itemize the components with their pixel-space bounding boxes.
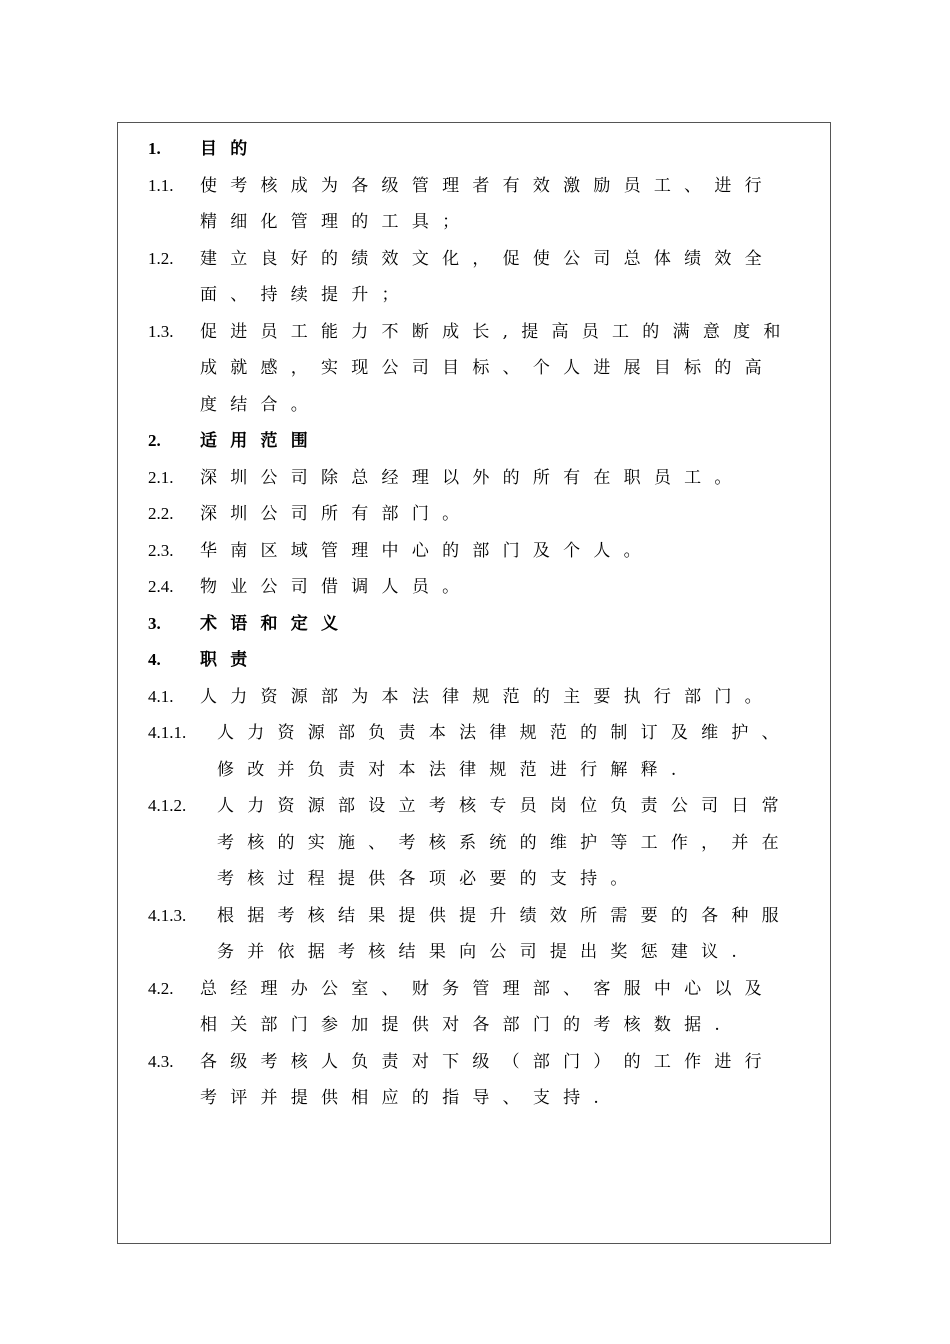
section-text: 使考核成为各级管理者有效激励员工、进行精细化管理的工具； xyxy=(200,175,775,232)
section-text: 建立良好的绩效文化，促使公司总体绩效全面、持续提升； xyxy=(200,248,775,305)
section-item xyxy=(148,314,798,424)
section-number: 4.1.1. xyxy=(148,723,187,742)
section-item xyxy=(148,1044,798,1117)
section-number: 2. xyxy=(148,431,161,450)
section-number: 2.4. xyxy=(148,577,174,596)
section-text: 人力资源部设立考核专员岗位负责公司日常考核的实施、考核系统的维护等工作，并在考核过程提供各项必要的支持。 xyxy=(217,796,792,889)
section-number: 4.1. xyxy=(148,686,174,706)
section-number: 2.3. xyxy=(148,540,174,560)
section-number: 2.1. xyxy=(148,467,174,487)
section-text: 人力资源部为本法律规范的主要执行部门。 xyxy=(200,686,775,707)
section-item xyxy=(148,679,798,716)
section-text: 总经理办公室、财务管理部、客服中心以及相关部门参加提供对各部门的考核数据. xyxy=(200,978,775,1035)
section-heading xyxy=(148,606,798,643)
section-title: 适用范围 xyxy=(200,431,322,451)
section-heading xyxy=(148,642,798,679)
section-heading xyxy=(148,131,798,168)
section-number: 4.1.2. xyxy=(148,796,187,815)
section-item xyxy=(148,788,798,898)
section-text: 华南区域管理中心的部门及个人。 xyxy=(200,540,654,561)
section-item xyxy=(148,569,798,606)
section-title: 目的 xyxy=(200,139,261,159)
section-title: 职责 xyxy=(200,650,261,670)
document-body xyxy=(148,131,798,1117)
section-text: 根据考核结果提供提升绩效所需要的各种服务并依据考核结果向公司提出奖惩建议. xyxy=(217,905,792,962)
section-item xyxy=(148,715,798,788)
section-item xyxy=(148,496,798,533)
section-item xyxy=(148,533,798,570)
section-item xyxy=(148,971,798,1044)
section-number: 1. xyxy=(148,139,161,158)
section-number: 4. xyxy=(148,650,161,669)
section-text: 深圳公司所有部门。 xyxy=(200,504,473,524)
section-item xyxy=(148,241,798,314)
section-number: 4.2. xyxy=(148,978,174,998)
section-number: 3. xyxy=(148,613,161,633)
section-text: 人力资源部负责本法律规范的制订及维护、修改并负责对本法律规范进行解释. xyxy=(217,723,792,780)
section-text: 深圳公司除总经理以外的所有在职员工。 xyxy=(200,467,745,488)
section-text: 促进员工能力不断成长,提高员工的满意度和成就感，实现公司目标、个人进展目标的高度结合。 xyxy=(200,321,794,415)
section-number: 4.1.3. xyxy=(148,905,187,925)
section-number: 1.1. xyxy=(148,175,174,195)
section-text: 物业公司借调人员。 xyxy=(200,577,473,597)
section-number: 4.3. xyxy=(148,1051,174,1071)
section-number: 2.2. xyxy=(148,504,174,523)
section-number: 1.3. xyxy=(148,321,174,341)
section-number: 1.2. xyxy=(148,248,174,268)
section-item xyxy=(148,898,798,971)
section-text: 各级考核人负责对下级（部门）的工作进行考评并提供相应的指导、支持. xyxy=(200,1051,775,1108)
section-item xyxy=(148,168,798,241)
section-title: 术语和定义 xyxy=(200,613,352,634)
section-item xyxy=(148,460,798,497)
section-heading xyxy=(148,423,798,460)
